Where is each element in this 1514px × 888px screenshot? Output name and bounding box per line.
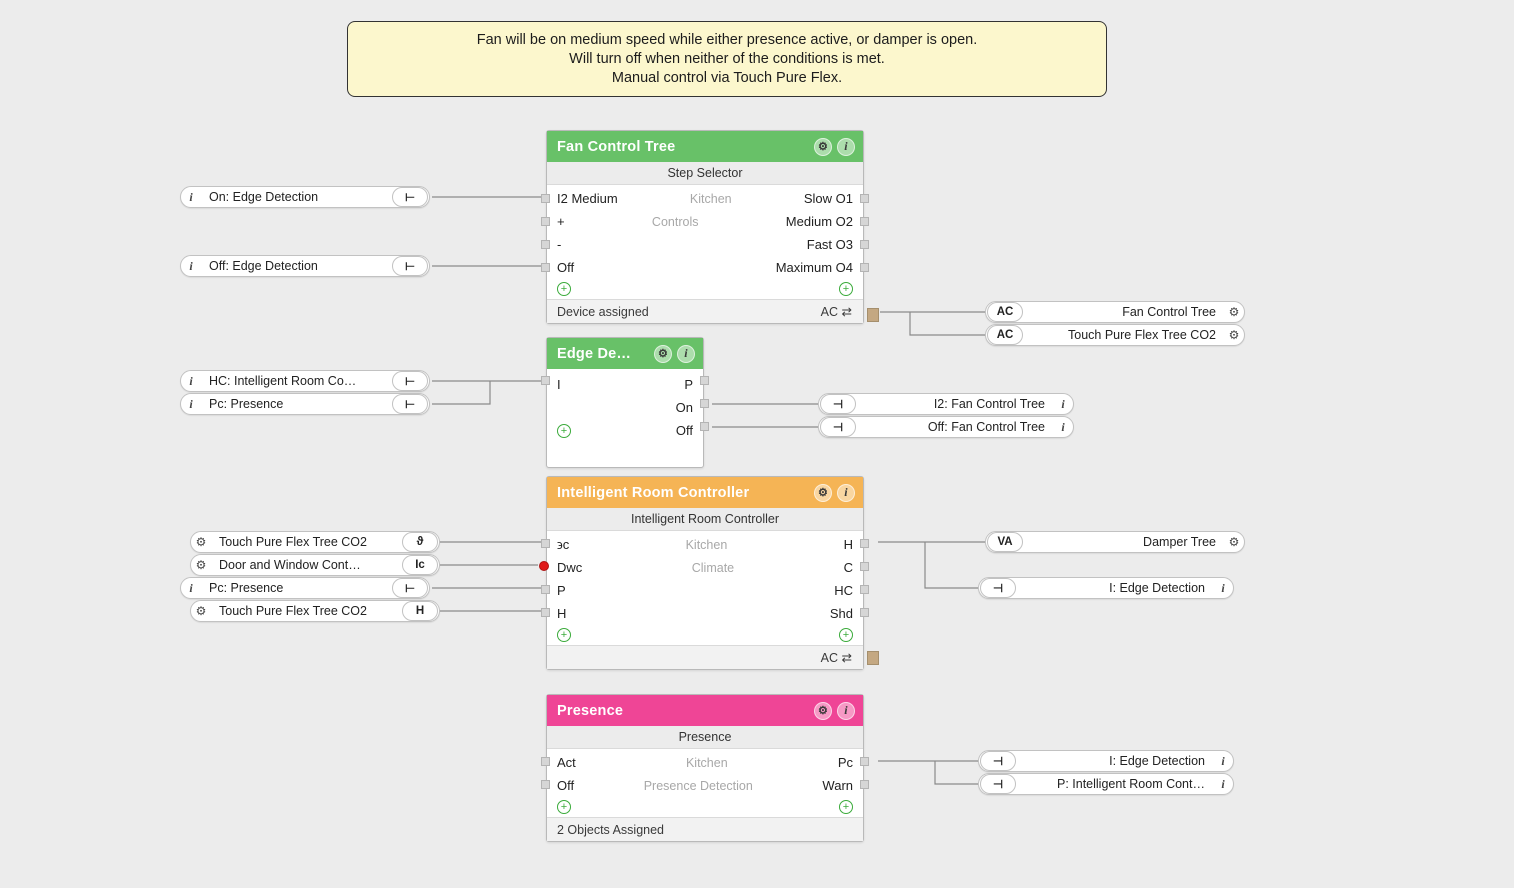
port-stub-out[interactable] — [860, 780, 869, 789]
row-left-label: - — [557, 237, 562, 252]
gear-icon: ⚙ — [195, 558, 207, 572]
info-icon[interactable]: i — [1221, 753, 1225, 768]
port-stub-out[interactable] — [860, 539, 869, 548]
plus-icon[interactable]: + — [557, 282, 571, 296]
port-stub-out[interactable] — [700, 376, 709, 385]
import-icon[interactable]: ⊢ — [392, 256, 428, 276]
list-item-source-pc-presence-2[interactable] — [180, 577, 430, 599]
row-mid-label: Kitchen — [689, 191, 732, 206]
list-item-source-hc-irc[interactable] — [180, 370, 430, 392]
pill-label: I2: Fan Control Tree — [933, 397, 1045, 411]
node-subtitle: Step Selector — [547, 162, 863, 185]
footer-channel: AC — [820, 651, 839, 665]
table-row[interactable] — [547, 373, 703, 396]
list-item-target-damper-tree[interactable] — [985, 531, 1245, 553]
table-row[interactable] — [547, 233, 863, 256]
info-icon[interactable]: i — [1221, 580, 1225, 595]
port-stub-in[interactable] — [541, 539, 550, 548]
channel-badge[interactable]: VA — [987, 532, 1023, 552]
info-icon[interactable]: i — [837, 484, 855, 502]
pill-label: I: Edge Detection — [1109, 754, 1205, 768]
description-note — [347, 21, 1107, 97]
import-icon[interactable]: ⊢ — [392, 578, 428, 598]
gear-icon[interactable]: ⚙ — [814, 702, 832, 720]
pill-label: Off: Edge Detection — [209, 259, 318, 273]
channel-badge[interactable]: H — [402, 601, 438, 621]
row-left-label: I2 Medium — [557, 191, 618, 206]
import-icon[interactable]: ⊢ — [392, 187, 428, 207]
row-mid-label: Controls — [651, 214, 699, 229]
note-line-2: Will turn off when neither of the conditions is met. — [569, 50, 885, 67]
table-row[interactable] — [547, 602, 863, 625]
footer-label: Device assigned — [557, 304, 649, 319]
info-icon: i — [189, 258, 193, 273]
node-subtitle: Intelligent Room Controller — [547, 508, 863, 531]
table-row[interactable] — [547, 187, 863, 210]
export-icon[interactable]: ⊣ — [820, 417, 856, 437]
port-stub-out[interactable] — [860, 585, 869, 594]
plus-icon[interactable]: + — [839, 282, 853, 296]
node-footer — [547, 299, 863, 323]
node-rows — [547, 749, 863, 817]
footer-channel: AC — [820, 305, 839, 319]
table-row[interactable] — [547, 256, 863, 279]
pill-label: On: Edge Detection — [209, 190, 319, 204]
swap-icon: ⇄ — [841, 651, 853, 665]
port-stub-out[interactable] — [700, 399, 709, 408]
node-subtitle: Presence — [547, 726, 863, 749]
node-footer — [547, 817, 863, 841]
list-item-target-p-intelligent-room-controller[interactable] — [978, 773, 1234, 795]
channel-badge[interactable]: Ic — [402, 555, 438, 575]
port-stub-device[interactable] — [867, 308, 879, 322]
node-title: Presence — [557, 702, 624, 719]
pill-label: Off: Fan Control Tree — [927, 420, 1045, 434]
node-footer — [547, 645, 863, 669]
row-right-label: HC — [834, 583, 853, 598]
port-stub-device[interactable] — [867, 651, 879, 665]
list-item-target-i-edge-detection[interactable] — [978, 577, 1234, 599]
node-fan-control-tree[interactable] — [546, 130, 864, 324]
table-row[interactable] — [547, 556, 863, 579]
row-left-label: + — [557, 214, 565, 229]
info-icon[interactable]: i — [837, 138, 855, 156]
row-add[interactable] — [547, 279, 863, 299]
port-stub-in[interactable] — [541, 240, 550, 249]
table-row[interactable] — [547, 533, 863, 556]
node-intelligent-room-controller[interactable] — [546, 476, 864, 670]
row-right-label: Pc — [837, 755, 853, 770]
pill-label: Damper Tree — [1143, 535, 1216, 549]
plus-icon[interactable]: + — [557, 424, 571, 438]
list-item-source-on-edge-detection[interactable] — [180, 186, 430, 208]
plus-icon[interactable]: + — [557, 628, 571, 642]
info-icon: i — [189, 580, 193, 595]
info-icon[interactable]: i — [1221, 776, 1225, 791]
list-item-source-off-edge-detection[interactable] — [180, 255, 430, 277]
table-row[interactable] — [547, 774, 863, 797]
node-rows — [547, 369, 703, 467]
export-icon[interactable]: ⊣ — [980, 751, 1016, 771]
row-right-label: Fast O3 — [806, 237, 853, 252]
info-icon[interactable]: i — [1061, 419, 1065, 434]
port-stub-out[interactable] — [700, 422, 709, 431]
plus-icon[interactable]: + — [839, 628, 853, 642]
port-stub-out[interactable] — [860, 194, 869, 203]
footer-label: 2 Objects Assigned — [557, 822, 665, 837]
node-title: Fan Control Tree — [557, 138, 676, 155]
list-item-target-i-edge-detection-2[interactable] — [978, 750, 1234, 772]
row-right-label: Maximum O4 — [775, 260, 853, 275]
list-item-target-off-fan-control-tree[interactable] — [818, 416, 1074, 438]
pill-label: HC: Intelligent Room Co… — [209, 374, 357, 388]
pill-label: Touch Pure Flex Tree CO2 — [219, 535, 367, 549]
list-item-target-fan-control-tree[interactable] — [985, 301, 1245, 323]
port-stub-out[interactable] — [860, 240, 869, 249]
port-stub-out[interactable] — [860, 263, 869, 272]
pill-label: P: Intelligent Room Cont… — [1057, 777, 1205, 791]
node-header-edge-detection — [547, 338, 703, 369]
row-mid-label: Kitchen — [685, 755, 728, 770]
channel-badge[interactable]: AC — [987, 325, 1023, 345]
gear-icon[interactable]: ⚙ — [814, 138, 832, 156]
table-row[interactable] — [547, 751, 863, 774]
row-right-label: H — [843, 537, 853, 552]
node-header-intelligent-room-controller — [547, 477, 863, 508]
node-header-presence — [547, 695, 863, 726]
table-row[interactable] — [547, 419, 703, 442]
row-right-label: On — [675, 400, 693, 415]
port-stub-in[interactable] — [541, 757, 550, 766]
port-stub-out[interactable] — [860, 217, 869, 226]
row-add[interactable] — [547, 797, 863, 817]
export-icon[interactable]: ⊣ — [980, 578, 1016, 598]
port-stub-in-active[interactable] — [539, 561, 549, 571]
row-right-label: Warn — [822, 778, 853, 793]
list-item-target-i2-fan-control-tree[interactable] — [818, 393, 1074, 415]
port-stub-out[interactable] — [860, 562, 869, 571]
row-mid-label: Presence Detection — [643, 778, 753, 793]
gear-icon[interactable]: ⚙ — [1228, 535, 1240, 549]
row-right-label: P — [684, 377, 693, 392]
info-icon: i — [189, 396, 193, 411]
table-row[interactable] — [547, 210, 863, 233]
node-presence[interactable] — [546, 694, 864, 842]
row-left-label: Act — [557, 755, 576, 770]
node-edge-detection[interactable] — [546, 337, 704, 468]
export-icon[interactable]: ⊣ — [820, 394, 856, 414]
note-line-1: Fan will be on medium speed while either presence active, or damper is open. — [476, 31, 978, 48]
table-row[interactable] — [547, 579, 863, 602]
info-icon: i — [189, 189, 193, 204]
channel-badge[interactable]: ϑ — [402, 532, 438, 552]
row-left-label: Off — [557, 778, 575, 793]
port-stub-in[interactable] — [541, 263, 550, 272]
list-item-source-pc-presence[interactable] — [180, 393, 430, 415]
row-left-label: H — [557, 606, 567, 621]
info-icon[interactable]: i — [677, 345, 695, 363]
gear-icon[interactable]: ⚙ — [814, 484, 832, 502]
plus-icon[interactable]: + — [557, 800, 571, 814]
row-right-label: Shd — [829, 606, 853, 621]
list-item-source-door-window-contact[interactable] — [190, 554, 440, 576]
pill-label: Door and Window Cont… — [219, 558, 361, 572]
row-right-label: Off — [675, 423, 693, 438]
row-right-label: Medium O2 — [785, 214, 853, 229]
port-stub-in[interactable] — [541, 194, 550, 203]
node-rows — [547, 185, 863, 299]
gear-icon[interactable]: ⚙ — [1228, 328, 1240, 342]
list-item-target-touch-pure-flex-co2[interactable] — [985, 324, 1245, 346]
node-header-fan-control-tree — [547, 131, 863, 162]
import-icon[interactable]: ⊢ — [392, 394, 428, 414]
node-rows — [547, 531, 863, 645]
pill-label: Touch Pure Flex Tree CO2 — [219, 604, 367, 618]
gear-icon: ⚙ — [195, 535, 207, 549]
note-line-3: Manual control via Touch Pure Flex. — [611, 69, 843, 86]
row-left-label: P — [557, 583, 566, 598]
info-icon[interactable]: i — [837, 702, 855, 720]
pill-label: I: Edge Detection — [1109, 581, 1205, 595]
row-right-label: Slow O1 — [803, 191, 853, 206]
list-item-source-touch-pure-flex-co2-h[interactable] — [190, 600, 440, 622]
row-mid-label: Kitchen — [685, 537, 728, 552]
pill-label: Touch Pure Flex Tree CO2 — [1068, 328, 1216, 342]
port-stub-in[interactable] — [541, 585, 550, 594]
gear-icon[interactable]: ⚙ — [1228, 305, 1240, 319]
port-stub-out[interactable] — [860, 757, 869, 766]
table-row[interactable] — [547, 396, 703, 419]
port-stub-in[interactable] — [541, 608, 550, 617]
import-icon[interactable]: ⊢ — [392, 371, 428, 391]
row-left-label: Off — [557, 260, 575, 275]
gear-icon: ⚙ — [195, 604, 207, 618]
plus-icon[interactable]: + — [839, 800, 853, 814]
row-right-label: C — [843, 560, 853, 575]
swap-icon: ⇄ — [841, 305, 853, 319]
pill-label: Fan Control Tree — [1122, 305, 1216, 319]
node-title: Edge De… — [557, 345, 632, 362]
info-icon[interactable]: i — [1061, 396, 1065, 411]
row-left-label: Dwc — [557, 560, 583, 575]
info-icon: i — [189, 373, 193, 388]
channel-badge[interactable]: AC — [987, 302, 1023, 322]
gear-icon[interactable]: ⚙ — [654, 345, 672, 363]
port-stub-in[interactable] — [541, 217, 550, 226]
node-title: Intelligent Room Controller — [557, 484, 750, 501]
export-icon[interactable]: ⊣ — [980, 774, 1016, 794]
row-left-label: I — [557, 377, 561, 392]
row-left-label: ϶c — [557, 537, 570, 552]
row-mid-label: Climate — [691, 560, 735, 575]
port-stub-in[interactable] — [541, 780, 550, 789]
port-stub-out[interactable] — [860, 608, 869, 617]
pill-label: Pc: Presence — [209, 397, 284, 411]
list-item-source-touch-pure-flex-co2-temp[interactable] — [190, 531, 440, 553]
row-add[interactable] — [547, 625, 863, 645]
port-stub-in[interactable] — [541, 376, 550, 385]
pill-label: Pc: Presence — [209, 581, 284, 595]
